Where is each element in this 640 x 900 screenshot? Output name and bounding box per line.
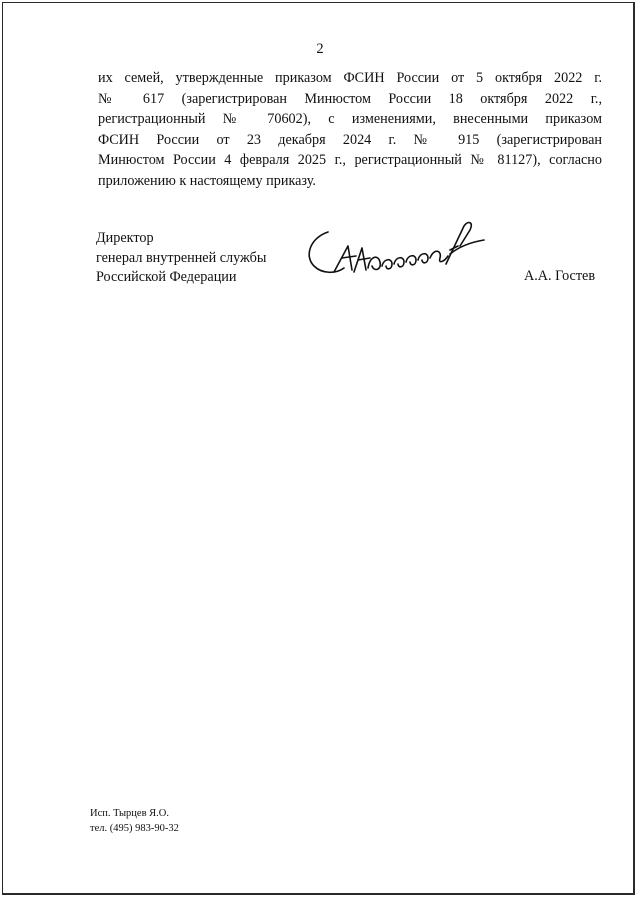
body-line: регистрационный № 70602), с изменениями, внесенными приказом	[98, 111, 602, 128]
executor-phone: тел. (495) 983-90-32	[90, 822, 179, 834]
handwritten-signature	[300, 216, 490, 286]
body-line: № 617 (зарегистрирован Минюстом России 18 октября 2022 г.,	[98, 90, 602, 107]
body-line: ФСИН России от 23 декабря 2024 г. № 915 (зарегистрирован	[98, 131, 602, 148]
signer-position-line: генерал внутренней службы	[96, 249, 267, 266]
executor-info	[90, 807, 179, 836]
body-line: Минюстом России 4 февраля 2025 г., регистрационный № 81127), согласно	[98, 152, 602, 169]
signer-position	[96, 229, 266, 288]
page-number: 2	[316, 41, 324, 57]
signer-name: А.А. Гостев	[524, 268, 596, 284]
signer-position-line: Директор	[96, 230, 154, 246]
body-paragraph	[98, 68, 602, 192]
body-line: их семей, утвержденные приказом ФСИН России от 5 октября 2022 г.	[98, 70, 602, 86]
executor-name: Исп. Тырцев Я.О.	[90, 808, 170, 819]
body-line: приложению к настоящему приказу.	[98, 172, 316, 189]
signer-position-line: Российской Федерации	[96, 269, 237, 285]
